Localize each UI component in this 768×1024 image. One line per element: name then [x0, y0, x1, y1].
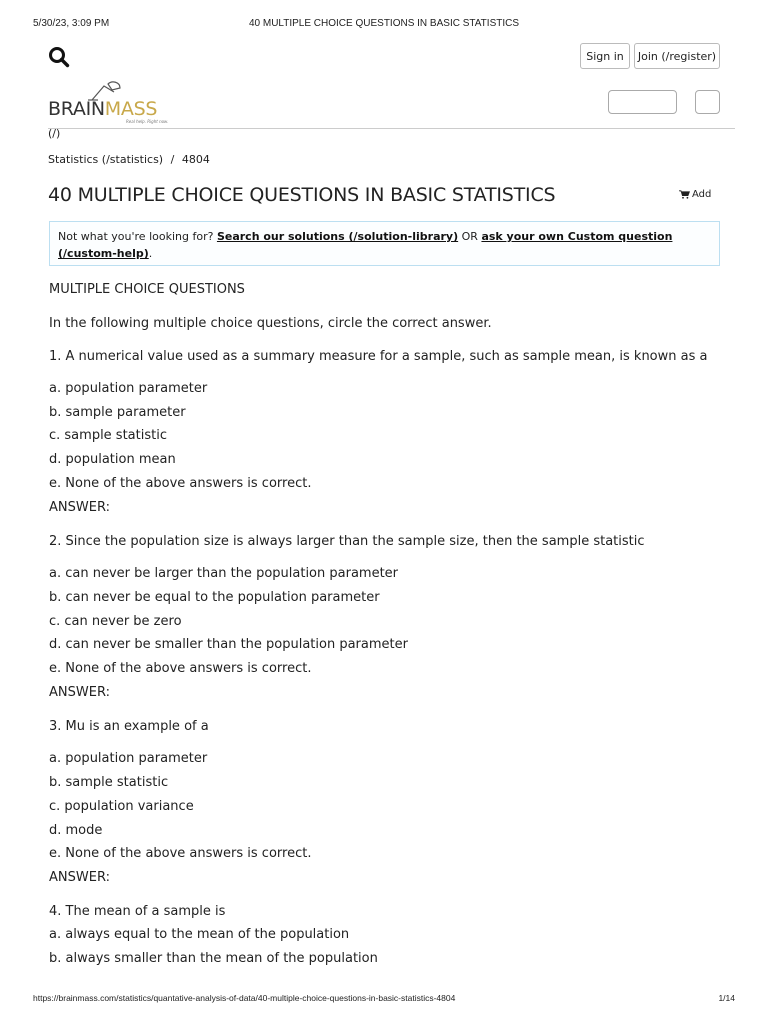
- answer-label: ANSWER:: [49, 499, 110, 515]
- option: a. always equal to the mean of the population: [49, 927, 350, 943]
- page-count: 1/14: [718, 993, 735, 1003]
- breadcrumb: [48, 153, 214, 166]
- print-doc-title: 40 MULTIPLE CHOICE QUESTIONS IN BASIC STATISTICS: [248, 18, 520, 29]
- add-button[interactable]: [679, 189, 711, 200]
- question-text: 4. The mean of a sample is: [49, 903, 226, 919]
- breadcrumb-id: 4804: [181, 153, 210, 166]
- logo-tagline: Real help. Right now.: [126, 119, 169, 124]
- option: d. population mean: [49, 452, 176, 468]
- header-field[interactable]: [608, 90, 677, 114]
- option: c. population variance: [49, 798, 194, 814]
- option: a. population parameter: [49, 381, 208, 396]
- page-title: 40 MULTIPLE CHOICE QUESTIONS IN BASIC STATISTICS: [48, 184, 556, 206]
- notice-box: [49, 221, 720, 266]
- option: b. can never be equal to the population parameter: [49, 589, 380, 605]
- option: d. can never be smaller than the population parameter: [49, 637, 408, 653]
- breadcrumb-category[interactable]: Statistics (/statistics): [48, 153, 164, 166]
- home-link[interactable]: (/): [48, 127, 61, 140]
- logo-wordmark: [48, 98, 157, 120]
- option: e. None of the above answers is correct.: [49, 661, 312, 677]
- logo-brain: BRAIN: [48, 98, 105, 120]
- search-solutions-link[interactable]: Search our solutions (/solution-library): [216, 230, 459, 243]
- sign-in-button[interactable]: Sign in: [580, 43, 630, 69]
- add-label: Add: [692, 189, 712, 200]
- question-text: 1. A numerical value used as a summary measure for a sample, such as sample mean, is known as a: [49, 349, 708, 364]
- option: b. always smaller than the mean of the population: [49, 951, 378, 967]
- option: b. sample statistic: [49, 775, 169, 791]
- print-header: [33, 16, 735, 32]
- breadcrumb-separator: /: [170, 153, 175, 166]
- notice-or: OR: [461, 230, 478, 243]
- option: d. mode: [49, 822, 103, 838]
- content-intro: In the following multiple choice questions, circle the correct answer.: [49, 316, 492, 331]
- option: a. can never be larger than the population parameter: [49, 566, 399, 582]
- notice-prefix: Not what you're looking for?: [58, 230, 214, 243]
- logo-mass: MASS: [104, 98, 158, 120]
- print-datetime: 5/30/23, 3:09 PM: [33, 18, 110, 29]
- ask-question-link[interactable]: ask your own Custom question (/custom-help): [58, 230, 673, 260]
- option: c. sample statistic: [49, 428, 167, 444]
- option: b. sample parameter: [49, 404, 186, 420]
- brainmass-logo[interactable]: [48, 80, 188, 130]
- question-content: [49, 280, 729, 971]
- option: a. population parameter: [49, 751, 208, 767]
- print-url: https://brainmass.com/statistics/quantative-analysis-of-data/40-multiple-choice-questions-in-basic-statistics-4804: [33, 993, 456, 1003]
- answer-label: ANSWER:: [49, 869, 110, 885]
- option: c. can never be zero: [49, 613, 182, 629]
- header-divider: [48, 128, 735, 129]
- search-icon[interactable]: [48, 46, 70, 68]
- content-heading: MULTIPLE CHOICE QUESTIONS: [49, 282, 245, 297]
- question-text: 3. Mu is an example of a: [49, 719, 209, 735]
- question-text: 2. Since the population size is always larger than the sample size, then the sample statistic: [49, 534, 645, 550]
- header-toggle[interactable]: [695, 90, 720, 114]
- option: e. None of the above answers is correct.: [49, 475, 312, 491]
- answer-label: ANSWER:: [49, 684, 110, 700]
- notice-suffix: .: [148, 247, 153, 260]
- join-button[interactable]: Join (/register): [634, 43, 720, 69]
- option: e. None of the above answers is correct.: [49, 846, 312, 862]
- cart-icon: [679, 190, 690, 199]
